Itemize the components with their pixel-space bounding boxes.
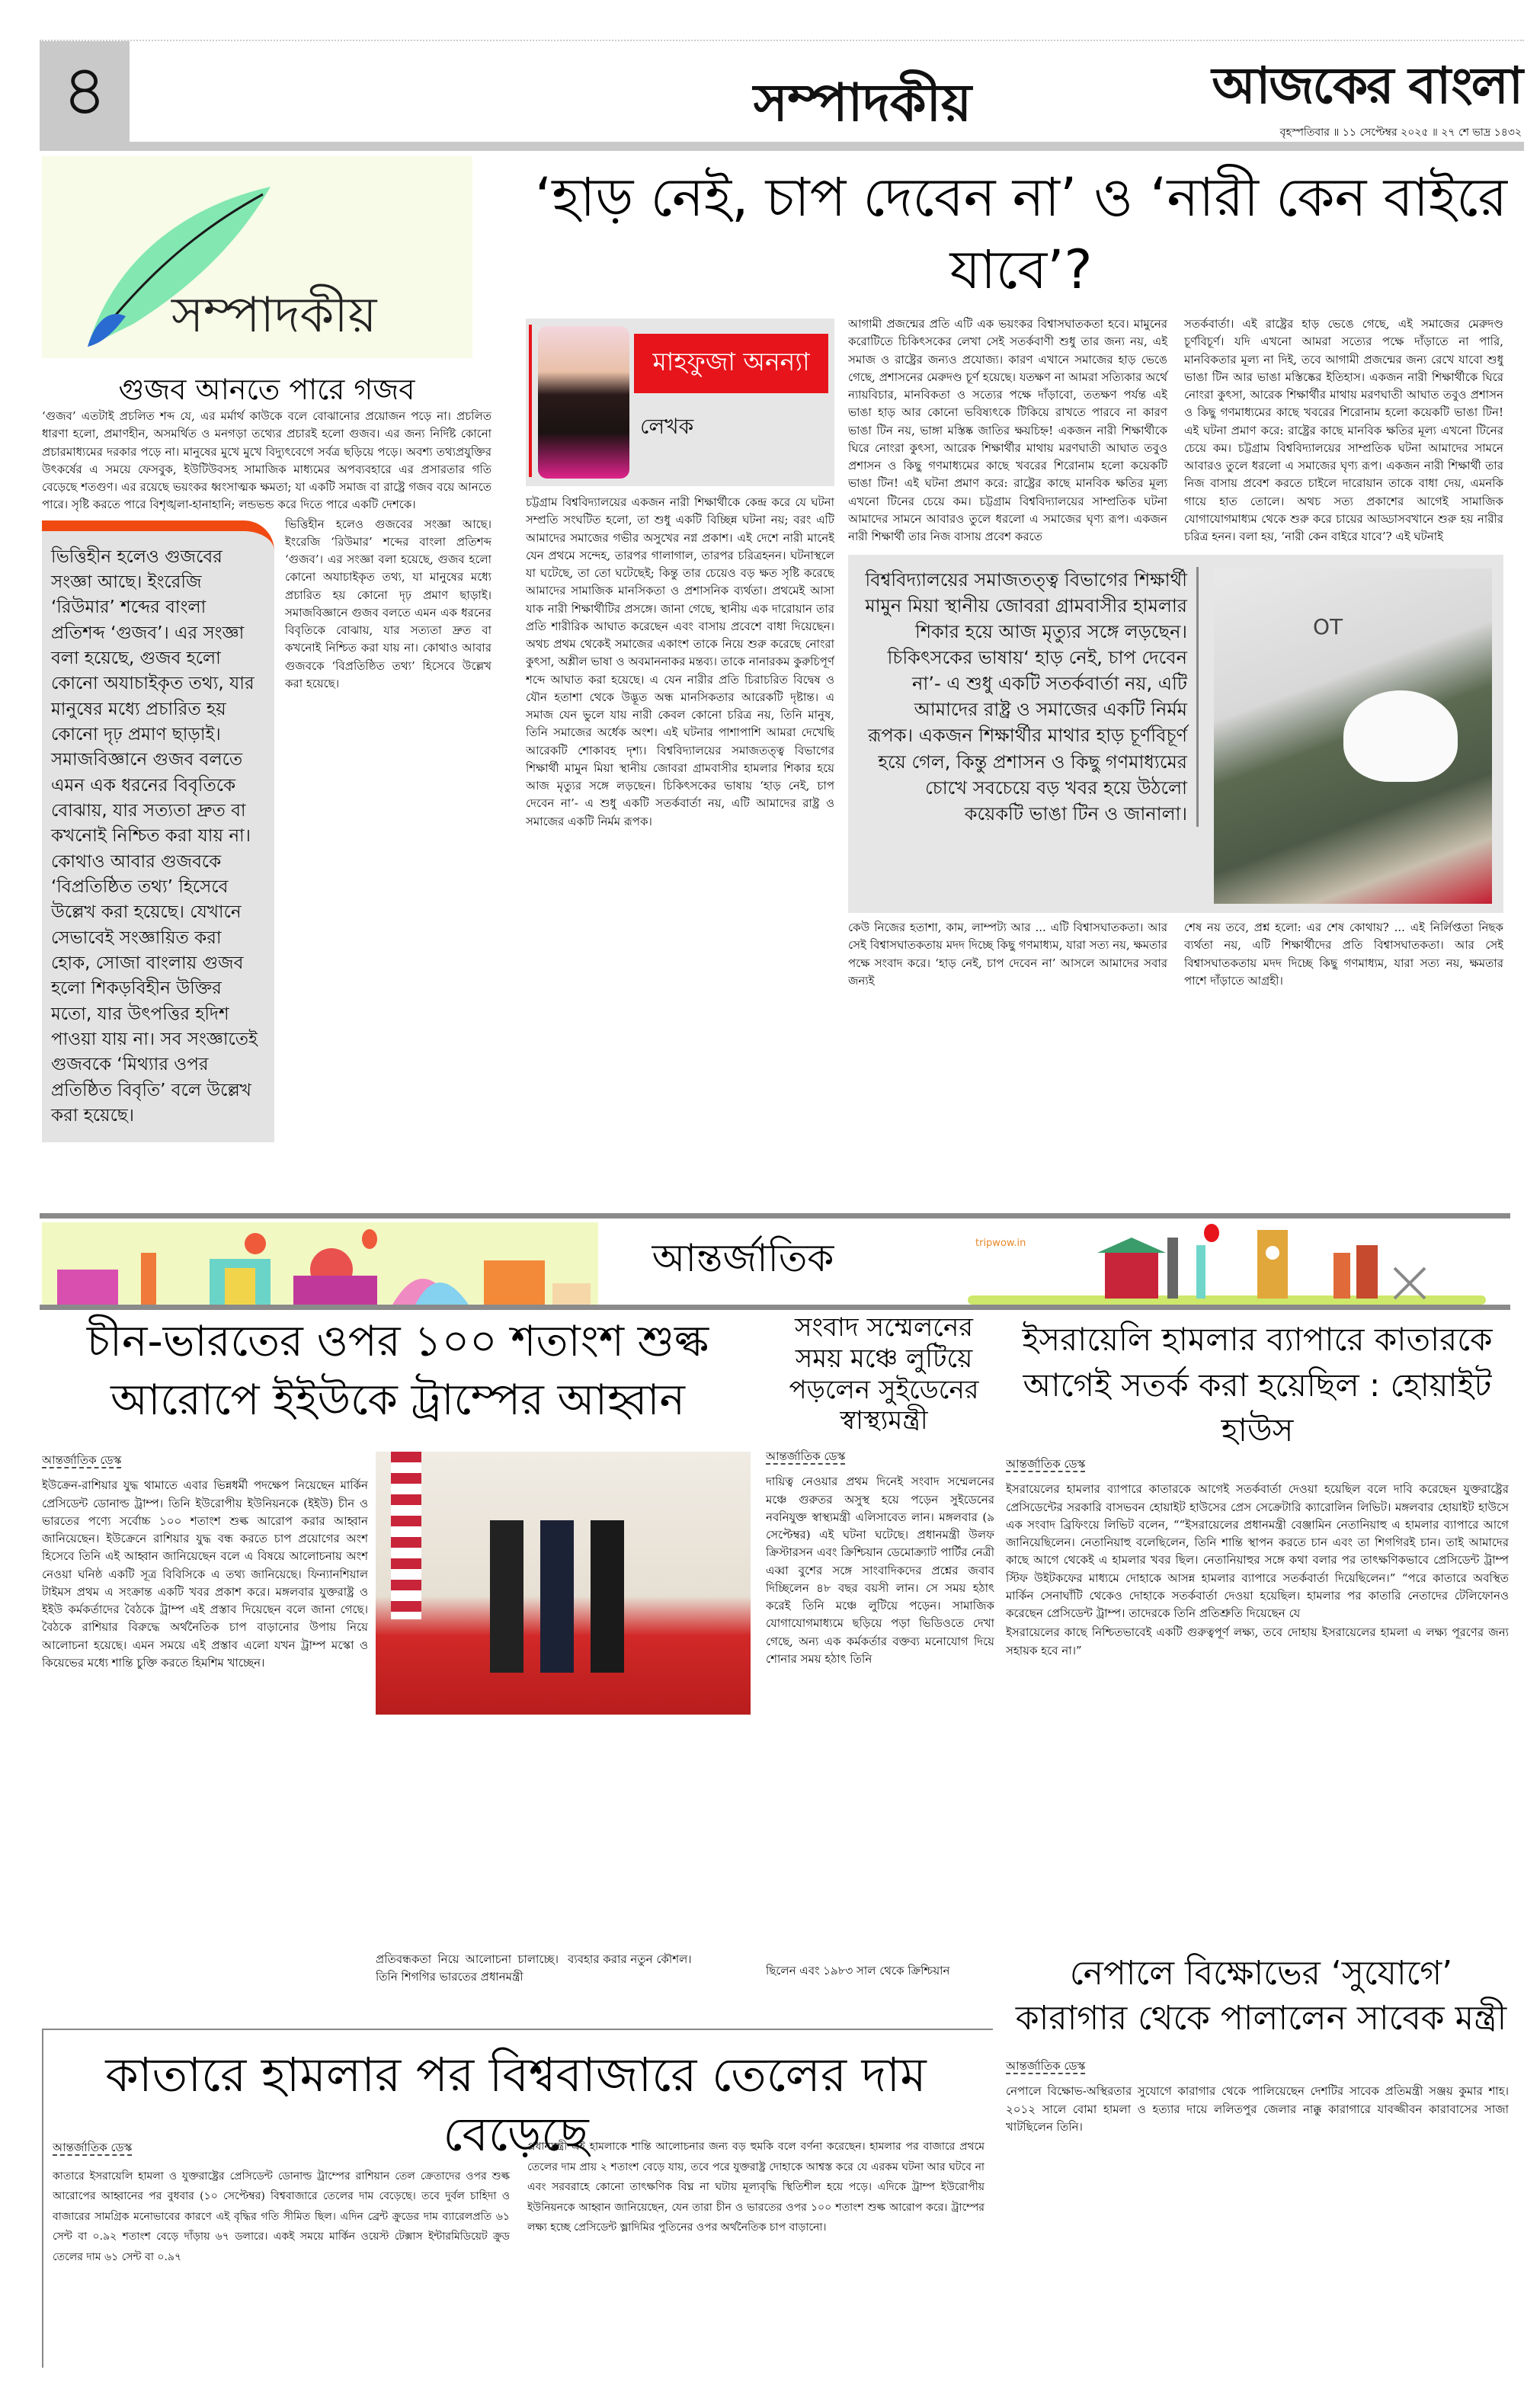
editorial-body — [42, 408, 491, 1208]
oil-right: প্রধানমন্ত্রী এই হামলাকে শান্তি আলোচনার জন্য বড় হুমকি বলে বর্ণনা করেছেন। হামলার পর বাজারে প্রথমে তেলের দাম প্রায় ২ শতাংশ বেড়ে যায়, তবে পরে যুক্তরাষ্ট্র দোহাকে আশ্বস্ত করে যে এরকম ঘটনা আর ঘটবে না এবং সরবরাহে কোনো তাৎক্ষণিক বিঘ্ন না ঘটায় মূল্যবৃদ্ধি স্থিতিশীল হয়ে পড়ে। এদিকে ট্রাম্প ইউরোপীয় ইউনিয়নকে আহ্বান জানিয়েছেন, যেন তারা চীন ও ভারতের ওপর ১০০ শতাংশ শুল্ক আরোপ করে। ট্রাম্পের লক্ষ্য হচ্ছে প্রেসিডেন্ট ভ্লাদিমির পুতিনের ওপর অর্থনৈতিক চাপ বাড়ানো। — [527, 2141, 985, 2234]
israel-article — [1006, 1455, 1509, 1882]
editorial-paragraph: ‘গুজব’ এতটাই প্রচলিত শব্দ যে, এর মর্মার্থ কাউকে বলে বোঝানোর প্রয়োজন পড়ে না। প্রচলিত ধারণা হলো, প্রমাণহীন, অসমর্থিত ও মনগড়া তথ্যের প্রচারই হলো গুজব। এর জন্য নির্দিষ্ট কোনো প্রচারমাধ্যমের দরকার পড়ে না। মানুষের মুখে মুখে বিদ্যুৎবেগে সর্বত্র ছড়িয়ে পড়ে। অবশ্য তথ্যপ্রযুক্তির উৎকর্ষের এ সময়ে ফেসবুক, ইউটিউবসহ সামাজিক মাধ্যমের অপব্যবহারে এর প্রসারতার গতি বেড়েছে শতগুণ। এর রয়েছে ভয়ংকর ধ্বংসাত্মক ক্ষমতা; যা একটি সমাজ বা রাষ্ট্রে গজব বয়ে আনতে পারে। সৃষ্টি করতে পারে বিশৃঙ্খলা-হানাহানি; লন্ডভন্ড করে দিতে পারে একটি দেশকে। — [42, 409, 491, 512]
trump-tail-a: প্রতিবন্ধকতা নিয়ে আলোচনা চালাচ্ছে। তিনি শিগগির ভারতের প্রধানমন্ত্রী — [376, 1952, 559, 1984]
page-number: ৪ — [62, 50, 107, 131]
sweden-tail: ছিলেন এবং ১৯৮৩ সাল থেকে ক্রিশ্চিয়ান — [766, 1964, 950, 1977]
column-paragraph: শেষ নয় তবে, প্রশ্ন হলো: এর শেষ কোথায়? ... এই নির্লিপ্ততা নিছক ব্যর্থতা নয়, এটি শিক্ষার্থীদের প্রতি বিশ্বাসঘাতকতা। আর সেই বিশ্বাসঘাতকতায় মদদ দিচ্ছে কিছু গণমাধ্যম, যারা সত্য নয়, ক্ষমতার পাশে দাঁড়াতে আগ্রহী। — [1184, 921, 1503, 988]
section-title: সম্পাদকীয় — [753, 73, 972, 133]
editorial-pullquote-text: ভিত্তিহীন হলেও গুজবের সংজ্ঞা আছে। ইংরেজি ‘রিউমার’ শব্দের বাংলা প্রতিশব্দ ‘গুজব’। এর সংজ্ঞা বলা হয়েছে, গুজব হলো কোনো অযাচাইকৃত তথ্য, যার মানুষের মধ্যে প্রচারিত হয় কোনো দৃঢ় প্রমাণ ছাড়াই। সমাজবিজ্ঞানে গুজব বলতে এমন এক ধরনের বিবৃতিকে বোঝায়, যার সত্যতা দ্রুত বা কখনোই নিশ্চিত করা যায় না। কোথাও আবার গুজবকে ‘বিপ্রতিষ্ঠিত তথ্য’ হিসেবে উল্লেখ করা হয়েছে। যেখানে সেভাবেই সংজ্ঞায়িত করা হোক, সোজা বাংলায় গুজব হলো শিকড়বিহীন উক্তির মতো, যার উৎপত্তির হদিশ পাওয়া যায় না। সব সংজ্ঞাতেই গুজবকে ‘মিথ্যার ওপর প্রতিষ্ঠিত বিবৃতি’ বলে উল্লেখ করা হয়েছে। — [51, 546, 258, 1126]
column-paragraph: আগামী প্রজন্মের প্রতি এটি এক ভয়ংকর বিশ্বাসঘাতকতা হবে। মামুনের করোটিতে চিকিৎসকের লেখা সেই সতর্কবাণী শুধু তার জন্য নয়, এই সমাজ ও রাষ্ট্রের জন্যও প্রযোজ্য। কারণ এখানে সমাজের হাড় ভেঙে গেছে, প্রশাসনের মেরুদণ্ড চূর্ণ হয়েছে। যতক্ষণ না আমরা সত্যিকার অর্থে ন্যায়বিচার, মানবিকতা ও সত্যের পক্ষে দাঁড়াবো, ততক্ষণ পর্যন্ত এই ভাঙা হাড় আর কোনো ভবিষ্যৎকে টিকিয়ে রাখতে পারবে না কারণ ভাঙা টিন নয়, ভাঙ্গা মস্তিষ্ক জাতির ক্ষয়চিহ্ন! একজন নারী শিক্ষার্থীকে ঘিরে নোংরা কুৎসা, আরেক শিক্ষার্থীর মাথায় মরণঘাতী আঘাত তবুও প্রশাসন ও কিছু গণমাধ্যমের কাছে খবরের শিরোনাম হলো কয়েকটি ভাঙা টিন! এই ঘটনা প্রমাণ করে: রাষ্ট্রের কাছে মানবিক ক্ষতির মূল্য এখনো টিনের চেয়ে কম। চট্টগ্রাম বিশ্ববিদ্যালয়ের সাম্প্রতিক ঘটনা আমাদের সামনে আবারও তুলে ধরলো এ সমাজের ঘৃণ্য রূপ। একজন নারী শিক্ষার্থী তার নিজ বাসায় প্রবেশ করতে — [848, 317, 1167, 543]
byline: আন্তর্জাতিক ডেস্ক — [766, 1449, 846, 1463]
nepal-article — [1006, 2058, 1509, 2362]
column-headline: ‘হাড় নেই, চাপ দেবেন না’ ও ‘নারী কেন বাইরে যাবে’? — [535, 166, 1507, 301]
byline: আন্তর্জাতিক ডেস্ক — [42, 1453, 122, 1467]
column-body-right-lower — [848, 919, 1503, 1209]
oil-left — [53, 2137, 510, 2362]
column-pullquote: বিশ্ববিদ্যালয়ের সমাজতত্ত্ব বিভাগের শিক্ষার্থী মামুন মিয়া স্থানীয় জোবরা গ্রামবাসীর হামলার শিকার হয়ে আজ মৃত্যুর সঙ্গে লড়ছেন। চিকিৎসকের ভাষায়‘ হাড় নেই, চাপ দেবেন না’- এ শুধু একটি সতর্কবার্তা নয়, এটি আমাদের রাষ্ট্র ও সমাজের একটি নির্মম রূপক। একজন শিক্ষার্থীর মাথার হাড় চূর্ণবিচূর্ণ হয়ে গেল, কিন্তু প্রশাসন ও কিছু গণমাধ্যমের চোখে সবচেয়ে বড় খবর হয়ে উঠলো কয়েকটি ভাঙা টিন ও জানালা। — [863, 567, 1199, 827]
section-rule-bottom — [40, 1305, 1510, 1310]
column-paragraph: কেউ নিজের হতাশা, কাম, লাম্পট্য আর ... এটি বিশ্বাসঘাতকতা। আর সেই বিশ্বাসঘাতকতায় মদদ দিচ্ছে কিছু গণমাধ্যম, যারা সত্য নয়, ক্ষমতার পক্ষে সংবাদ করে। ‘হাড় নেই, চাপ দেবেন না’ আসলে আমাদের সবার জন্যই — [848, 921, 1167, 988]
newspaper-logo: আজকের বাংলা — [1212, 56, 1522, 115]
india-landmarks-banner — [42, 1222, 598, 1305]
byline: আন্তর্জাতিক ডেস্ক — [53, 2141, 133, 2154]
nepal-body: নেপালে বিক্ষোভ-অস্থিরতার সুযোগে কারাগার থেকে পালিয়েছেন দেশটির সাবেক প্রতিমন্ত্রী সঞ্জয় কুমার শাহ। ২০১২ সালে বোমা হামলা ও হত্যার দায়ে ললিতপুর জেলার নাক্কু কারাগারে যাবজ্জীবন কারাবাসের সাজা খাটছিলেন তিনি। — [1006, 2084, 1509, 2134]
oil-headline: কাতারে হামলার পর বিশ্ববাজারে তেলের দাম বেড়েছে — [105, 2047, 927, 2162]
author-role: লেখক — [640, 414, 694, 439]
sweden-headline: সংবাদ সম্মেলনের সময় মঞ্চে লুটিয়ে পড়লেন সুইডেনের স্বাস্থ্যমন্ত্রী — [789, 1312, 979, 1436]
israel-headline: ইসরায়েলি হামলার ব্যাপারে কাতারকে আগেই সতর্ক করা হয়েছিল : হোয়াইট হাউস — [1022, 1321, 1493, 1449]
trump-photo — [376, 1452, 751, 1715]
trump-tail-b: ব্যবহার করার নতুন কৌশল। — [568, 1952, 692, 1966]
israel-body-end: ইসরায়েলের কাছে নিশ্চিতভাবেই একটি গুরুত্বপূর্ণ লক্ষ্য, তবে দোহায় ইসরায়েলের হামলা এ লক্ষ্য পূরণের জন্য সহায়ক হবে না।” — [1006, 1625, 1509, 1657]
israel-body: ইসরায়েলের হামলার ব্যাপারে কাতারকে আগেই সতর্কবার্তা দেওয়া হয়েছিল বলে দাবি করেছেন যুক্তরাষ্ট্রের প্রেসিডেন্টের সরকারি বাসভবন হোয়াইট হাউসের প্রেস সেক্রেটারি ক্যারোলিন লিভিট। মঙ্গলবার হোয়াইট হাউসে এক সংবাদ ব্রিফিংয়ে লিভিট বলেন, ““ইসরায়েলের প্রধানমন্ত্রী বেঞ্জামিন নেতানিয়াহু এ হামলার ব্যাপারে আগে জানিয়েছিলেন। নেতানিয়াহু বলেছিলেন, তিনি শান্তি স্থাপন করতে চান এবং তা শিগগিরই চান। তাই আমাদের কাছে আগে থেকেই এ হামলার খবর ছিল। নেতানিয়াহুর সঙ্গে কথা বলার পর তাৎক্ষণিকভাবে প্রেসিডেন্ট ট্রাম্প স্টিফ উইটকফের মাধ্যমে দোহাকে আসন্ন হামলার ব্যাপারে সতর্কবার্তা দিয়েছিলেন।” “পরে কাতারে অবস্থিত মার্কিন সেনাঘাঁটি থেকেও দোহাকে সতর্কবার্তা দেওয়া হয়েছিল। হামলার পর কাতারি নেতাদের টেলিফোনও করেছেন প্রেসিডেন্ট ট্রাম্প। তাদেরকে তিনি প্রতিশ্রুতি দিয়েছেন যে — [1006, 1482, 1509, 1620]
injured-student-photo — [1214, 568, 1492, 904]
masthead — [40, 40, 1524, 150]
people — [490, 1520, 658, 1673]
author-box — [526, 319, 834, 486]
editorial-paragraph: ভিত্তিহীন হলেও গুজবের সংজ্ঞা আছে। ইংরেজি ‘রিউমার’ শব্দের বাংলা প্রতিশব্দ ‘গুজব’। এর সংজ্ঞা বলা হয়েছে, গুজব হলো কোনো অযাচাইকৃত তথ্য, যা মানুষের মধ্যে প্রচারিত হয় কোনো দৃঢ় প্রমাণ ছাড়াই। সমাজবিজ্ঞানে গুজব বলতে এমন এক ধরনের বিবৃতিকে বোঝায়, যার সত্যতা দ্রুত বা কখনোই নিশ্চিত করা যায় না। কোথাও আবার গুজবকে ‘বিপ্রতিষ্ঠিত তথ্য’ হিসেবে উল্লেখ করা হয়েছে। — [285, 517, 491, 690]
flag — [391, 1452, 421, 1619]
trump-body: ইউক্রেন-রাশিয়ার যুদ্ধ থামাতে এবার ভিন্নধর্মী পদক্ষেপ নিয়েছেন মার্কিন প্রেসিডেন্ট ডোনাল্ড ট্রাম্প। তিনি ইউরোপীয় ইউনিয়নকে (ইইউ) চীন ও ভারতের পণ্যে সর্বোচ্চ ১০০ শতাংশ শুল্ক আরোপ করার আহ্বান জানিয়েছেন। ইউক্রেনে রাশিয়ার যুদ্ধ বন্ধ করতে চাপ প্রয়োগের অংশ হিসেবে তিনি এই আহ্বান জানিয়েছেন বলে এ বিষয়ে আলোচনায় অংশ নেওয়া ঘনিষ্ঠ একটি সূত্র বিবিসিকে এ তথ্য জানিয়েছে। ফিন্যানশিয়াল টাইমস প্রথম এ সংক্রান্ত একটি খবর প্রকাশ করে। মঙ্গলবার যুক্তরাষ্ট্র ও ইইউ কর্মকর্তাদের বৈঠকে ট্রাম্প এই প্রস্তাব দিয়েছেন বলে জানা গেছে। বৈঠকে রাশিয়ার বিরুদ্ধে অর্থনৈতিক চাপ বাড়ানোর উপায় নিয়ে আলোচনা হয়েছে। এমন সময়ে এই প্রস্তাব এলো যখন ট্রাম্প মস্কো ও কিয়েভের মধ্যে শান্তি চুক্তি করতে হিমশিম খাচ্ছেন। — [42, 1478, 368, 1670]
oil-left-body: কাতারে ইসরায়েলি হামলা ও যুক্তরাষ্ট্রের প্রেসিডেন্ট ডোনাল্ড ট্রাম্পের রাশিয়ান তেল ক্রেতাদের ওপর শুল্ক আরোপের আহ্বানের পর বুধবার (১০ সেপ্টেম্বর) বিশ্ববাজারে তেলের দাম বেড়েছে। তবে দুর্বল চাহিদা ও বাজারের সামগ্রিক মনোভাবের কারণে এই বৃদ্ধির গতি সীমিত ছিল। এদিন ব্রেন্ট ক্রুডের দাম ব্যারেলপ্রতি ৬১ সেন্ট বা ০.৯২ শতাংশ বেড়ে দাঁড়ায় ৬৭ ডলারে। একই সময়ে মার্কিন ওয়েস্ট টেক্সাস ইন্টারমিডিয়েট ক্রুড তেলের দাম ৬১ সেন্ট বা ০.৯৭ — [53, 2170, 510, 2263]
section-rule-top — [40, 1213, 1510, 1219]
world-landmarks-banner — [968, 1222, 1501, 1305]
sweden-article — [766, 1448, 994, 1951]
trump-headline: চীন-ভারতের ওপর ১০০ শতাংশ শুল্ক আরোপে ইইউকে ট্রাম্পের আহ্বান — [86, 1317, 709, 1426]
dateline: বৃহস্পতিবার ॥ ১১ সেপ্টেম্বর ২০২৫ ॥ ২৭ শে ভাদ্র ১৪৩২ — [1279, 126, 1522, 139]
editorial-logo-image — [42, 156, 472, 358]
author-photo — [538, 326, 629, 479]
header-bottom-bar — [40, 142, 1524, 151]
photo-handwriting: OT — [1313, 614, 1343, 639]
section-label-international: আন্তর্জাতিক — [652, 1236, 834, 1280]
byline: আন্তর্জাতিক ডেস্ক — [1006, 1457, 1086, 1471]
editorial-pullquote — [42, 520, 274, 1143]
editorial-title: গুজব আনতে পারে গজব — [118, 373, 415, 406]
column-body-right-top — [848, 315, 1503, 552]
column-photo-box — [848, 555, 1503, 913]
oil-article-box — [42, 2029, 993, 2368]
sweden-body: দায়িত্ব নেওয়ার প্রথম দিনেই সংবাদ সম্মেলনের মঞ্চে গুরুতর অসুস্থ হয়ে পড়েন সুইডেনের নবনিযুক্ত স্বাস্থ্যমন্ত্রী এলিসাবেত লান। মঙ্গলবার (৯ সেপ্টেম্বর) এই ঘটনা ঘটেছে। প্রধানমন্ত্রী উলফ ক্রিস্টারসন এবং ক্রিশ্চিয়ান ডেমোক্র্যাট পার্টির নেত্রী এব্বা বুশের সঙ্গে সাংবাদিকদের প্রশ্নের জবাব দিচ্ছিলেন ৪৮ বছর বয়সী লান। সে সময় হঠাৎ করেই তিনি মঞ্চে লুটিয়ে পড়েন। সামাজিক যোগাযোগমাধ্যমে ছড়িয়ে পড়া ভিডিওতে দেখা গেছে, অন্য এক কর্মকর্তার বক্তব্য মনোযোগ দিয়ে শোনার সময় হঠাৎ তিনি — [766, 1475, 994, 1666]
banner-brand: tripwow.in — [975, 1238, 1026, 1249]
head-bandage — [1343, 690, 1458, 782]
author-accent-bar — [529, 325, 532, 477]
page-number-box — [40, 41, 130, 148]
column-paragraph: সতর্কবার্তা। এই রাষ্ট্রের হাড় ভেঙে গেছে, এই সমাজের মেরুদণ্ড চূর্ণবিচূর্ণ। যদি এখনো আমরা সত্যের পক্ষে দাঁড়াতে না পারি, মানবিকতার মূল্য না দিই, তবে আগামী প্রজন্মের জন্য রেখে যাবো শুধু ভাঙা টিন আর ভাঙা মস্তিষ্কের ইতিহাস। একজন নারী শিক্ষার্থীকে ঘিরে নোংরা কুৎসা, আরেক শিক্ষার্থীর মাথায় মরণঘাতী আঘাত তবুও প্রশাসন ও কিছু গণমাধ্যমের কাছে খবরের শিরোনাম হলো কয়েকটি ভাঙা টিন! এই ঘটনা প্রমাণ করে: রাষ্ট্রের কাছে মানবিক ক্ষতির মূল্য এখনো টিনের চেয়ে কম। চট্টগ্রাম বিশ্ববিদ্যালয়ের সাম্প্রতিক ঘটনা আমাদের সামনে আবারও তুলে ধরলো এ সমাজের ঘৃণ্য রূপ। একজন নারী শিক্ষার্থী তার নিজ বাসায় প্রবেশ করতে চাইলে দারোয়ান তাকে বাধা দেয়, এমনকি গায়ে হাত তোলে। অথচ সত্য প্রকাশের আগেই সামাজিক যোগাযোগমাধ্যম থেকে শুরু করে চায়ের আড্ডাসবখানে শুরু হয় নারীর চরিত্র হনন। বলা হয়, ‘নারী কেন বাইরে যাবে’? এই ঘটনাই — [1184, 317, 1503, 543]
nepal-headline: নেপালে বিক্ষোভের ‘সুযোগে’ কারাগার থেকে পালালেন সাবেক মন্ত্রী — [1015, 1954, 1507, 2038]
trump-article — [42, 1452, 368, 1985]
byline: আন্তর্জাতিক ডেস্ক — [1006, 2059, 1086, 2073]
editorial-logo-text: সম্পাদকীয় — [171, 287, 377, 344]
author-name: মাহফুজা অনন্যা — [634, 334, 828, 393]
column-body-mid: চট্টগ্রাম বিশ্ববিদ্যালয়ের একজন নারী শিক্ষার্থীকে কেন্দ্র করে যে ঘটনা সম্প্রতি সংঘটিত হলো, তা শুধু একটি বিচ্ছিন্ন ঘটনা নয়; বরং এটি আমাদের সমাজের গভীর অসুখের নগ্ন প্রকাশ। এই দেশে নারী মানেই যেন প্রথমে সন্দেহ, তারপর গালাগাল, তারপর চরিত্রহনন। ঘটনাস্থলে যা ঘটেছে, তা তো ঘটেছেই; কিন্তু তার চেয়েও বড় ক্ষত সৃষ্টি করেছে আমাদের সামাজিক মানসিকতা ও প্রশাসনিক ব্যর্থতা। প্রথমেই আসা যাক নারী শিক্ষার্থীটির প্রসঙ্গে। জানা গেছে, স্থানীয় এক দারোয়ান তার প্রতি শারীরিক আঘাত করেছেন এবং বাসায় প্রবেশে বাধা দিয়েছেন। অথচ প্রথম থেকেই সমাজের একাংশ তাকে নিয়ে শুরু করেছে নোংরা কুৎসা, অশ্লীল ভাষা ও অবমাননাকর মন্তব্য। তাকে নানারকম কুরুচিপূর্ণ শব্দে আঘাত করা হয়েছে। এ যেন নারীর প্রতি চিরাচরিত বিদ্বেষ ও যৌন হতাশা থেকে উদ্ভূত অন্ধ মানসিকতার আরেকটি দৃষ্টান্ত। এ সমাজ যেন ভুলে যায় নারী কেবল কোনো চরিত্র নয়, তিনি মানুষ, তিনি সমাজের অর্ধেক অংশ। এই ঘটনার পাশাপাশি আমরা দেখেছি আরেকটি শোকাবহ দৃশ্য। বিশ্ববিদ্যালয়ের সমাজতত্ত্ব বিভাগের শিক্ষার্থী মামুন মিয়া স্থানীয় জোবরা গ্রামবাসীর হামলার শিকার হয়ে আজ মৃত্যুর সঙ্গে লড়ছেন। চিকিৎসকের ভাষায় ‘হাড় নেই, চাপ দেবেন না’- এ শুধু একটি সতর্কবার্তা নয়, এটি আমাদের রাষ্ট্র ও সমাজের একটি নির্মম রূপক। — [526, 495, 834, 828]
